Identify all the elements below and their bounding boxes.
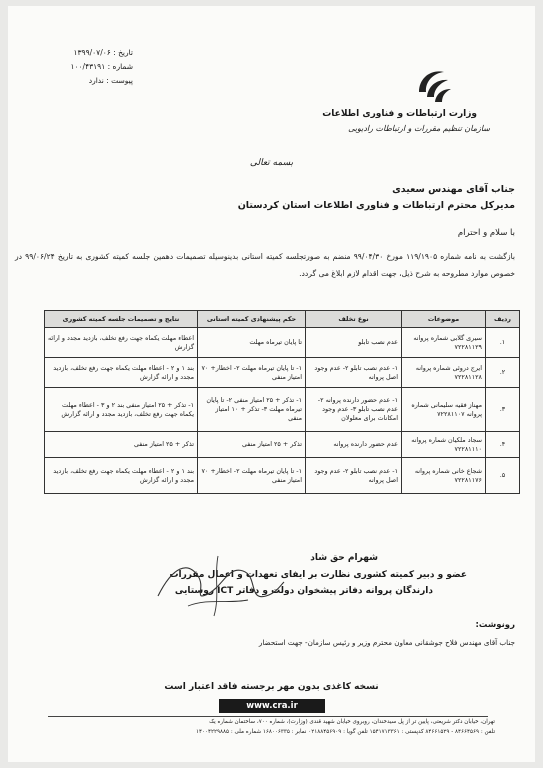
footer-divider bbox=[48, 716, 488, 717]
greeting: با سلام و احترام bbox=[457, 228, 515, 238]
row-number: ۴. bbox=[486, 432, 520, 458]
col-header-row-number: ردیف bbox=[486, 311, 520, 328]
provincial-ruling-cell: ۱- تذکر + ۲۵ امتیاز منفی ۲- تا پایان تیرماه مهلت ۳- تذکر + ۱۰ امتیاز منفی bbox=[198, 388, 306, 432]
table-row bbox=[45, 388, 520, 432]
provincial-ruling-cell: ۱- تا پایان تیرماه مهلت ۲- اخطار+ ۷۰ امتیاز منفی bbox=[198, 358, 306, 388]
col-header-provincial-ruling: حکم پیشنهادی کمیته استانی bbox=[198, 311, 306, 328]
signer-name: شهرام حق شاد bbox=[310, 553, 378, 563]
handwritten-signature bbox=[148, 546, 288, 621]
table-row bbox=[45, 358, 520, 388]
national-decision-cell: بند ۱ و ۲ - اعطاء مهلت یکماه جهت رفع تخلف، بازدید مجدد و ارائه گزارش bbox=[45, 458, 198, 494]
table-header-row bbox=[45, 311, 520, 328]
cc-recipient: جناب آقای مهندس فلاح جوشقانی معاون محترم وزیر و رئیس سازمان- جهت استحضار bbox=[258, 638, 515, 647]
footer-address: تهران، خیابان دکتر شریعتی، پایین تر از پل سیدخندان، روبروی خیابان شهید قندی (وزارت)، شماره ۷۰۰، ساختمان شماره یک bbox=[209, 719, 495, 725]
bismillah-heading: بسمه تعالی bbox=[249, 158, 294, 168]
row-number: ۲. bbox=[486, 358, 520, 388]
col-header-subjects: موضوعات bbox=[402, 311, 486, 328]
row-number: ۱. bbox=[486, 328, 520, 358]
signer-title-line2: دارندگان پروانه دفاتر پیشخوان دولت و دفاتر ICT روستایی bbox=[174, 586, 433, 596]
subject-cell: شجاع خانی شماره پروانه ۷۲۲۸۱۱۷۶ bbox=[402, 458, 486, 494]
table-row bbox=[45, 328, 520, 358]
provincial-ruling-cell: ۱- تا پایان تیرماه مهلت ۲- اخطار+ ۷۰ امتیاز منفی bbox=[198, 458, 306, 494]
subject-cell: سجاد ملکیان شماره پروانه ۷۲۲۸۱۱۱۰ bbox=[402, 432, 486, 458]
national-decision-cell: تذکر + ۲۵ امتیاز منفی bbox=[45, 432, 198, 458]
national-decision-cell: بند ۱ و ۲ - اعطاء مهلت یکماه جهت رفع تخلف، بازدید مجدد و ارائه گزارش bbox=[45, 358, 198, 388]
cra-logo-icon bbox=[413, 66, 457, 106]
row-number: ۳. bbox=[486, 388, 520, 432]
table-row bbox=[45, 458, 520, 494]
col-header-national-decision: نتایج و تصمیمات جلسه کمیته کشوری bbox=[45, 311, 198, 328]
violation-cell: ۱- عدم نصب تابلو ۲- عدم وجود اصل پروانه bbox=[306, 358, 402, 388]
letter-attachment: پیوست : ندارد bbox=[88, 76, 133, 85]
col-header-violation-type: نوع تخلف bbox=[306, 311, 402, 328]
provincial-ruling-cell: تذکر + ۲۵ امتیاز منفی bbox=[198, 432, 306, 458]
subject-cell: ایرج دروئی شماره پروانه ۷۲۲۸۱۱۲۸ bbox=[402, 358, 486, 388]
letter-date: تاریخ : ۱۳۹۹/۰۷/۰۶ bbox=[73, 48, 133, 57]
national-decision-cell: ۱- تذکر + ۲۵ امتیاز منفی بند ۲ و ۳ - اعطاء مهلت یکماه جهت رفع تخلف، بازدید مجدد و ارائه گزارش bbox=[45, 388, 198, 432]
organization-name: سازمان تنظیم مقررات و ارتباطات رادیویی bbox=[348, 124, 490, 133]
letter-page bbox=[8, 6, 535, 762]
addressee-title: مدیرکل محترم ارتباطات و فناوری اطلاعات استان کردستان bbox=[237, 200, 515, 211]
letter-number: شماره : ۱۰۰/۴۳۱۹۱ bbox=[70, 62, 133, 71]
letter-meta bbox=[48, 46, 133, 88]
table-row bbox=[45, 432, 520, 458]
provincial-ruling-cell: تا پایان تیرماه مهلت bbox=[198, 328, 306, 358]
row-number: ۵. bbox=[486, 458, 520, 494]
violation-cell: ۱- عدم حضور دارنده پروانه ۲- عدم نصب تابلو ۳- عدم وجود امکانات برای معلولان bbox=[306, 388, 402, 432]
signer-title-line1: عضو و دبیر کمیته کشوری نظارت بر ایفای تعهدات و اعمال مقررات bbox=[169, 570, 467, 580]
footer-contacts: تلفن : ۸۴۶۶۴۵۶۹ - ۸۴۶۶۱۵۲۹ کدپستی : ۱۵۴۱۷۱۳۳۶۱ تلفن گویا : ۰۲۱۸۸۴۵۶۹۰۹ نمابر : ۱۶۸۰۰۶۳۳۵ شماره ملی : ۱۴۰۰۴۲۲۹۸۸۵ bbox=[196, 729, 495, 735]
violation-cell: عدم نصب تابلو bbox=[306, 328, 402, 358]
stamp-validity-note: نسخه کاغذی بدون مهر برجسته فاقد اعتبار است bbox=[164, 682, 379, 692]
ministry-name: وزارت ارتباطات و فناوری اطلاعات bbox=[322, 109, 477, 119]
decisions-table bbox=[44, 310, 520, 494]
addressee-name: جناب آقای مهندس سعیدی bbox=[392, 184, 515, 195]
violation-cell: ۱- عدم نصب تابلو ۲- عدم وجود اصل پروانه bbox=[306, 458, 402, 494]
subject-cell: مهناز فقیه سلیمانی شماره پروانه ۷۲۲۸۱۱۰۷ bbox=[402, 388, 486, 432]
violation-cell: عدم حضور دارنده پروانه bbox=[306, 432, 402, 458]
subject-cell: سیری گلابی شماره پروانه ۷۲۲۸۱۱۲۹ bbox=[402, 328, 486, 358]
website-link[interactable]: www.cra.ir bbox=[219, 699, 325, 713]
national-decision-cell: اعطاء مهلت یکماه جهت رفع تخلف، بازدید مجدد و ارائه گزارش bbox=[45, 328, 198, 358]
cc-label: رونوشت: bbox=[475, 620, 515, 630]
letter-body: بازگشت به نامه شماره ۱۱۹/۱۹۰۵ مورخ ۹۹/۰۴/۳۰ منضم به صورتجلسه کمیته استانی بدینوسیله تصمیمات دهمین جلسه کمیته کشوری به تاریخ ۹۹/۰۶/۲۴ در خصوص موارد مطروحه به شرح ذیل، جهت اقدام لازم ابلاغ می گردد. bbox=[15, 252, 515, 278]
